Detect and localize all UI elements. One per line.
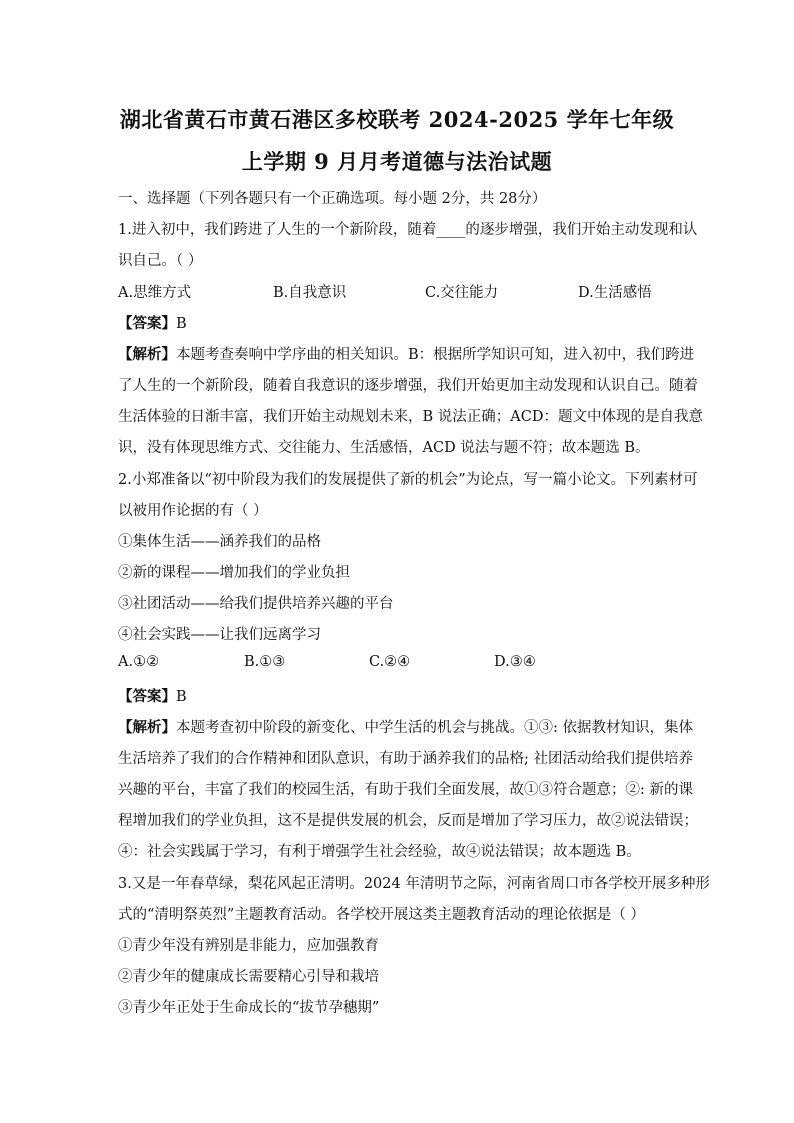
q1-analysis-line-2: 了人生的一个新阶段，随着自我意识的逐步增强，我们开始更加主动发现和认识自己。随着: [118, 378, 698, 394]
q2-statement-3: ③社团活动——给我们提供培养兴趣的平台: [118, 596, 394, 612]
q2-option-c: C.②④: [369, 654, 411, 670]
q1-analysis-line-1: [118, 343, 694, 364]
q2-statement-4: ④社会实践——让我们远离学习: [118, 627, 321, 643]
q2-answer: [118, 685, 187, 706]
q2-analysis-line-3: 兴趣的平台，丰富了我们的校园生活，有助于我们全面发展，故①③符合题意；②: 新的课: [118, 782, 693, 798]
q1-option-b: B.自我意识: [273, 285, 347, 301]
q1-answer: [118, 312, 187, 333]
q3-statement-2: ②青少年的健康成长需要精心引导和栽培: [118, 969, 379, 985]
q2-answer-tag: 【答案】: [118, 688, 176, 705]
q2-statement-1: ①集体生活——涵养我们的品格: [118, 534, 321, 550]
q2-analysis-text-1: 本题考查初中阶段的新变化、中学生活的机会与挑战。①③: 依据教材知识，集体: [176, 720, 693, 736]
q2-analysis-line-5: ④：社会实践属于学习，有利于增强学生社会经验，故④说法错误；故本题选 B。: [118, 844, 641, 860]
document-title-line-1: 湖北省黄石市黄石港区多校联考 2024-2025 学年七年级: [119, 107, 675, 132]
q2-answer-value: B: [176, 689, 187, 705]
q1-stem-line-1: 1.进入初中，我们跨进了人生的一个新阶段，随着____的逐步增强，我们开始主动发现和认: [118, 222, 698, 238]
q2-stem-line-1: 2.小郑准备以“初中阶段为我们的发展提供了新的机会”为论点，写一篇小论文。下列素材可: [118, 472, 698, 488]
q1-analysis-line-4: 识，没有体现思维方式、交往能力、生活感悟，ACD 说法与题不符；故本题选 B。: [118, 440, 650, 456]
q2-analysis-line-1: [118, 716, 693, 737]
q1-analysis-tag: 【解析】: [118, 346, 176, 363]
q3-stem-line-1: 3.又是一年春草绿，梨花风起正清明。2024 年清明节之际，河南省周口市各学校开展多种形: [118, 876, 710, 892]
q2-analysis-line-4: 程增加我们的学业负担，这不是提供发展的机会，反而是增加了学习压力，故②说法错误；: [118, 813, 698, 829]
q2-option-d: D.③④: [494, 654, 536, 670]
q3-statement-1: ①青少年没有辨别是非能力，应加强教育: [118, 938, 379, 954]
q1-answer-tag: 【答案】: [118, 315, 176, 332]
q3-statement-3: ③青少年正处于生命成长的“拔节孕穗期”: [118, 1000, 380, 1016]
q1-analysis-line-3: 生活体验的日渐丰富，我们开始主动规划未来，B 说法正确；ACD：题文中体现的是自我意: [118, 409, 703, 425]
q2-statement-2: ②新的课程——增加我们的学业负担: [118, 565, 350, 581]
q1-answer-value: B: [176, 316, 187, 332]
q2-stem-line-2: 以被用作论据的有（ ）: [118, 503, 268, 519]
q2-analysis-line-2: 生活培养了我们的合作精神和团队意识，有助于涵养我们的品格; 社团活动给我们提供培养: [118, 751, 693, 767]
q1-option-d: D.生活感悟: [578, 285, 652, 301]
q2-option-a: A.①②: [118, 654, 160, 670]
document-title-line-2: 上学期 9 月月考道德与法治试题: [241, 149, 553, 174]
q1-option-a: A.思维方式: [118, 285, 192, 301]
q1-analysis-text-1: 本题考查奏响中学序曲的相关知识。B：根据所学知识可知，进入初中，我们跨进: [176, 347, 695, 363]
q2-analysis-tag: 【解析】: [118, 719, 176, 736]
section-heading: 一、选择题（下列各题只有一个正确选项。每小题 2分，共 28分）: [118, 191, 547, 207]
q3-stem-line-2: 式的“清明祭英烈”主题教育活动。各学校开展这类主题教育活动的理论依据是（ ）: [118, 907, 645, 923]
q1-stem-line-2: 识自己。（ ）: [118, 253, 203, 269]
q2-option-b: B.①③: [244, 654, 286, 670]
q1-option-c: C.交往能力: [425, 285, 499, 301]
